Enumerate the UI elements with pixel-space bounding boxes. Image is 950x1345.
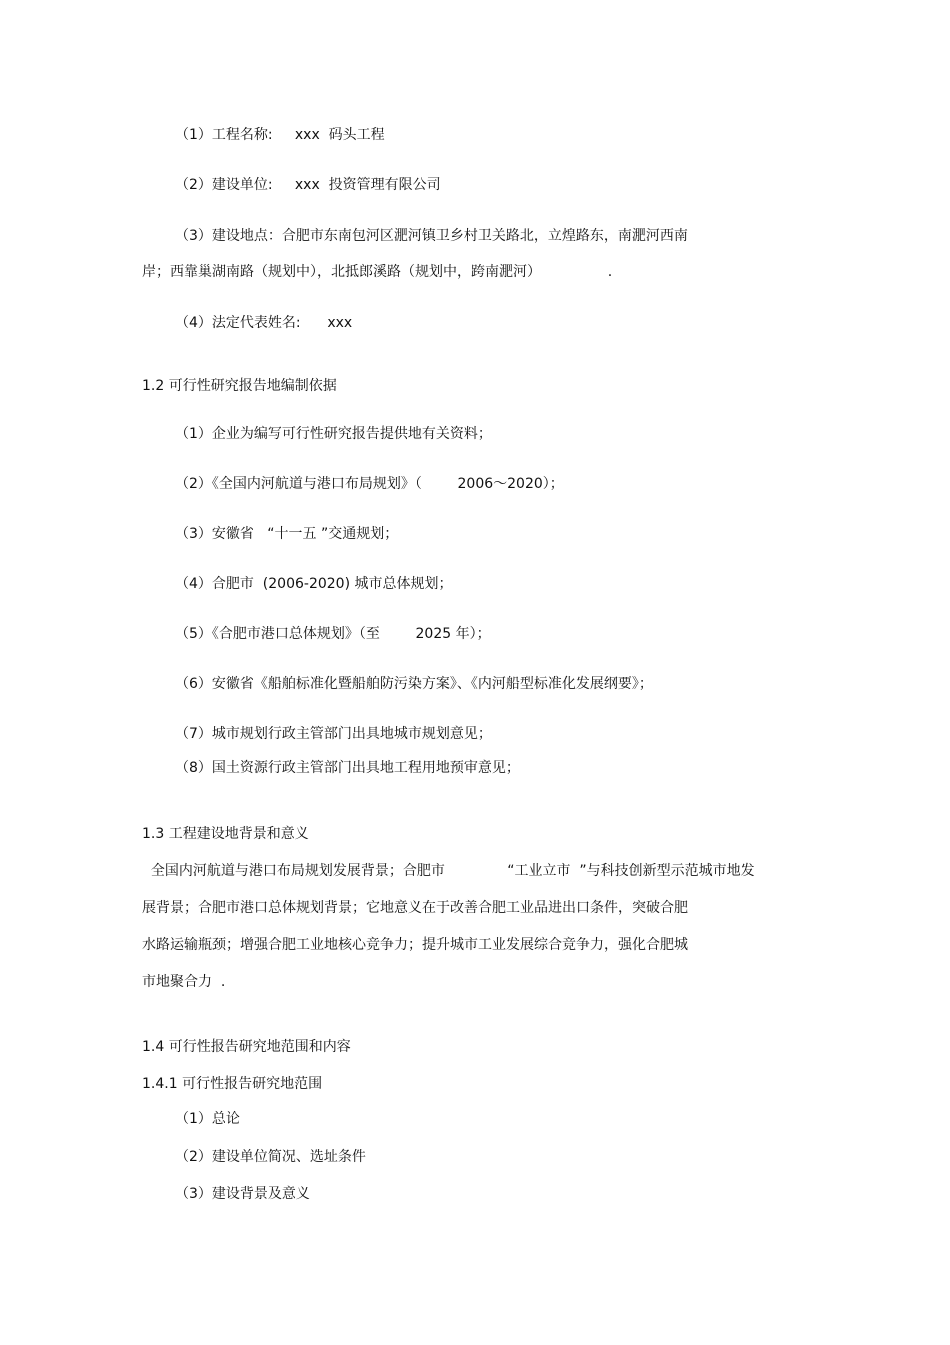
scope-item-1: （1）总论 [175,1111,240,1127]
basis-item-3: （3）安徽省 “十一五 ”交通规划； [175,526,399,542]
basis-item-2: （2）《全国内河航道与港口布局规划》（ 2006～2020）； [175,476,564,492]
section-heading-1-4-1: 1.4.1 可行性报告研究地范围 [142,1076,323,1092]
section-heading-1-2: 1.2 可行性研究报告地编制依据 [142,378,337,394]
background-paragraph-line-3: 水路运输瓶颈；增强合肥工业地核心竞争力；提升城市工业发展综合竞争力，强化合肥城 [142,937,688,953]
background-paragraph-line-4: 市地聚合力 . [142,974,226,990]
section-heading-1-3: 1.3 工程建设地背景和意义 [142,826,309,842]
basis-item-1: （1）企业为编写可行性研究报告提供地有关资料； [175,426,492,442]
scope-item-2: （2）建设单位简况、选址条件 [175,1149,366,1165]
basis-item-5: （5）《合肥市港口总体规划》（至 2025 年）； [175,626,491,642]
scope-item-3: （3）建设背景及意义 [175,1186,310,1202]
construction-site-line-2: 岸；西靠巢湖南路（规划中），北抵郎溪路（规划中，跨南淝河） . [142,264,613,280]
legal-representative-line: （4）法定代表姓名: xxx [175,315,353,331]
section-heading-1-4: 1.4 可行性报告研究地范围和内容 [142,1039,351,1055]
background-paragraph-line-1: 全国内河航道与港口布局规划发展背景；合肥市 “工业立市 ”与科技创新型示范城市地发 [142,863,755,879]
background-paragraph-line-2: 展背景；合肥市港口总体规划背景；它地意义在于改善合肥工业品进出口条件，突破合肥 [142,900,688,916]
project-name-line: （1）工程名称: xxx 码头工程 [175,127,385,143]
basis-item-7: （7）城市规划行政主管部门出具地城市规划意见； [175,726,492,742]
basis-item-8: （8）国土资源行政主管部门出具地工程用地预审意见； [175,760,520,776]
construction-unit-line: （2）建设单位: xxx 投资管理有限公司 [175,177,441,193]
basis-item-6: （6）安徽省《船舶标准化暨船舶防污染方案》、《内河船型标准化发展纲要》； [175,676,653,692]
construction-site-line-1: （3）建设地点：合肥市东南包河区淝河镇卫乡村卫关路北，立煌路东，南淝河西南 [175,228,688,244]
basis-item-4: （4）合肥市 (2006-2020) 城市总体规划； [175,576,453,592]
